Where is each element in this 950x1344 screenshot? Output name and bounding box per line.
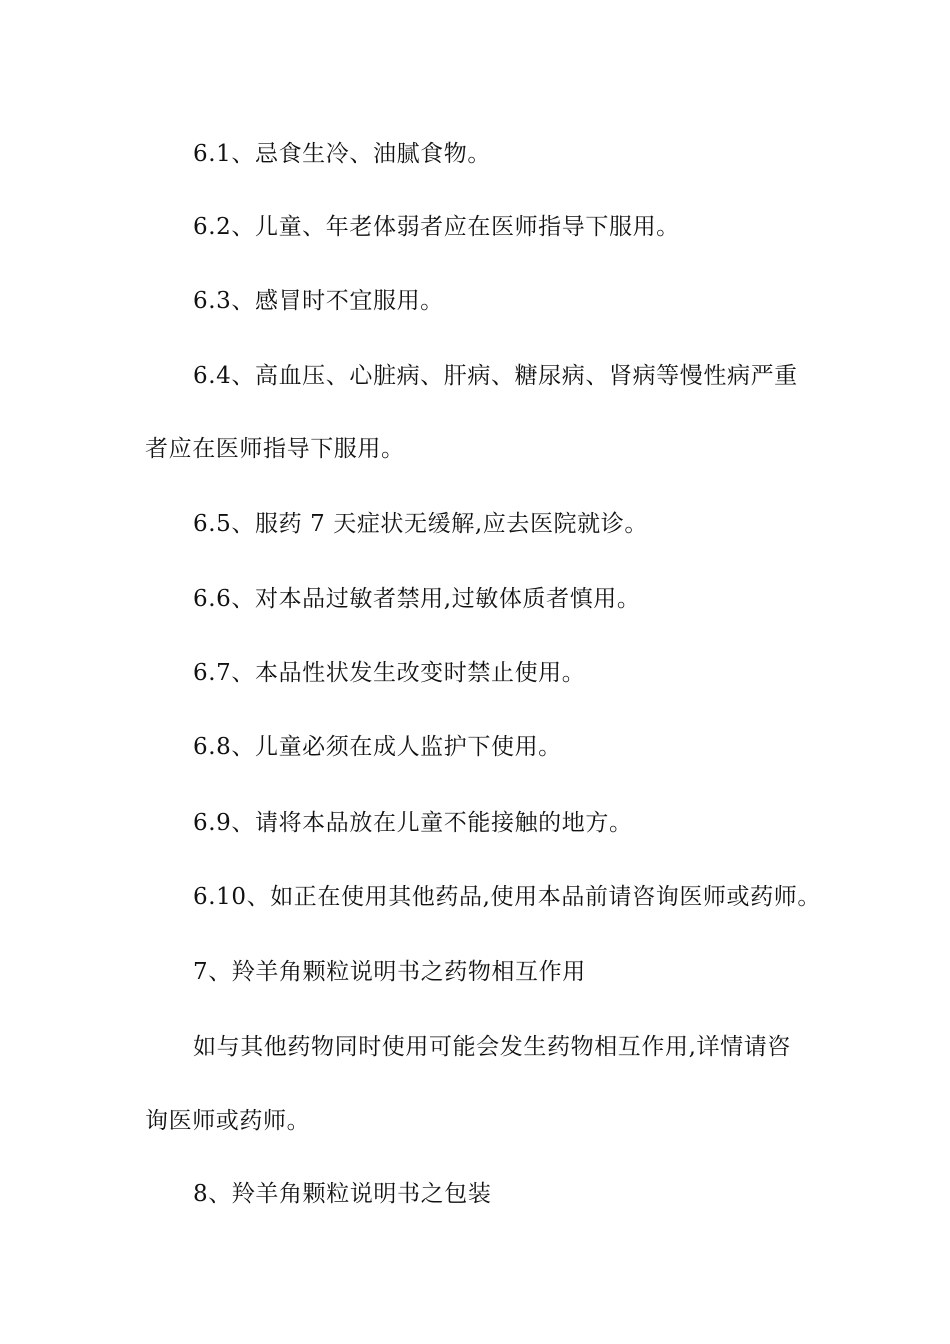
section-7-body-line-2: 询医师或药师。 [145, 1108, 311, 1134]
section-7-body-line-1: 如与其他药物同时使用可能会发生药物相互作用,详情请咨 [193, 1034, 791, 1060]
precaution-6-6: 6.6、对本品过敏者禁用,过敏体质者慎用。 [193, 586, 641, 612]
precaution-6-9: 6.9、请将本品放在儿童不能接触的地方。 [193, 810, 633, 836]
precaution-6-4-line-1: 6.4、高血压、心脏病、肝病、糖尿病、肾病等慢性病严重 [193, 363, 798, 389]
precaution-6-10: 6.10、如正在使用其他药品,使用本品前请咨询医师或药师。 [193, 884, 821, 910]
section-8-heading: 8、羚羊角颗粒说明书之包装 [193, 1181, 492, 1207]
precaution-6-1: 6.1、忌食生冷、油腻食物。 [193, 141, 491, 167]
precaution-6-4-line-2: 者应在医师指导下服用。 [145, 436, 405, 462]
precaution-6-5: 6.5、服药 7 天症状无缓解,应去医院就诊。 [193, 511, 648, 537]
section-7-heading: 7、羚羊角颗粒说明书之药物相互作用 [193, 959, 586, 985]
precaution-6-7: 6.7、本品性状发生改变时禁止使用。 [193, 660, 586, 686]
precaution-6-8: 6.8、儿童必须在成人监护下使用。 [193, 734, 562, 760]
precaution-6-3: 6.3、感冒时不宜服用。 [193, 288, 444, 314]
precaution-6-2: 6.2、儿童、年老体弱者应在医师指导下服用。 [193, 214, 680, 240]
